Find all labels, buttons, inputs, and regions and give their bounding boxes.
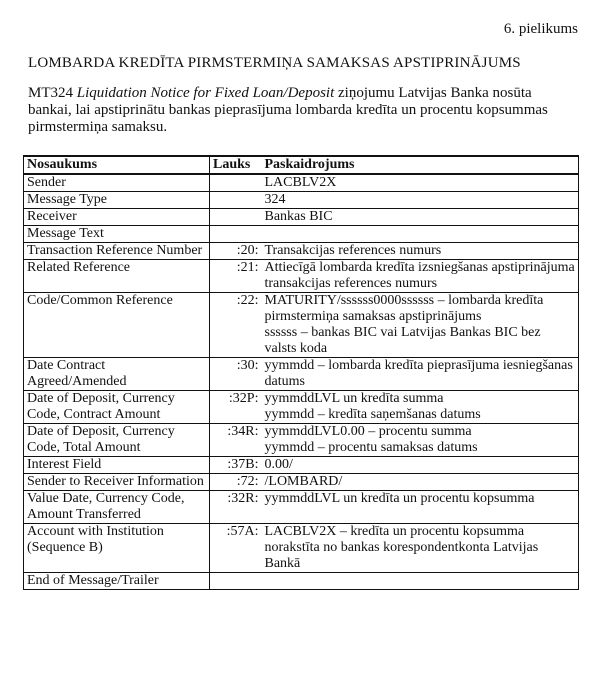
table-row — [24, 391, 579, 424]
row-description: LACBLV2X – kredīta un procentu kopsumma norakstīta no bankas korespondentkonta Latvijas Bankā — [262, 524, 579, 573]
row-name: Message Type — [24, 192, 210, 209]
table-row — [24, 260, 579, 293]
row-field — [210, 573, 262, 590]
row-description — [262, 573, 579, 590]
table-row — [24, 573, 579, 590]
row-field: :22: — [210, 293, 262, 358]
row-name: Transaction Reference Number — [24, 243, 210, 260]
row-name: Date of Deposit, Currency Code, Total Amount — [24, 424, 210, 457]
table-row — [24, 293, 579, 358]
row-field — [210, 226, 262, 243]
table-row — [24, 474, 579, 491]
row-field: :37B: — [210, 457, 262, 474]
table-row — [24, 192, 579, 209]
table-header-row — [24, 156, 579, 174]
intro-message-name: Liquidation Notice for Fixed Loan/Deposit — [76, 85, 335, 101]
annex-label: 6. pielikums — [503, 21, 578, 37]
row-field: :57A: — [210, 524, 262, 573]
row-field — [210, 192, 262, 209]
header-description: Paskaidrojums — [262, 156, 579, 174]
row-field: :32P: — [210, 391, 262, 424]
row-name: Date of Deposit, Currency Code, Contract Amount — [24, 391, 210, 424]
row-name: Value Date, Currency Code, Amount Transferred — [24, 491, 210, 524]
row-description: /LOMBARD/ — [262, 474, 579, 491]
intro-paragraph — [28, 85, 578, 136]
row-field — [210, 209, 262, 226]
row-field: :34R: — [210, 424, 262, 457]
header-field: Lauks — [210, 156, 262, 174]
row-field: :20: — [210, 243, 262, 260]
table-row — [24, 358, 579, 391]
row-field — [210, 174, 262, 192]
row-description — [262, 226, 579, 243]
row-description: yymmddLVL un kredīta un procentu kopsumma — [262, 491, 579, 524]
row-description: Attiecīgā lombarda kredīta izsniegšanas apstiprinājuma transakcijas references numurs — [262, 260, 579, 293]
row-name: Date Contract Agreed/Amended — [24, 358, 210, 391]
row-description: MATURITY/ssssss0000ssssss – lombarda kredīta pirmstermiņa samaksas apstiprinājums ssssss – bankas BIC vai Latvijas Bankas BIC bez valsts koda — [262, 293, 579, 358]
row-name: Interest Field — [24, 457, 210, 474]
row-name: Receiver — [24, 209, 210, 226]
row-description: Bankas BIC — [262, 209, 579, 226]
table-row — [24, 209, 579, 226]
table-row — [24, 491, 579, 524]
table-row — [24, 424, 579, 457]
intro-text: ziņojumu Latvijas Banka nosūta bankai, lai apstiprinātu bankas pieprasījuma lombarda kredīta un procentu kopsummas pirmstermiņa samaksu. — [28, 85, 548, 135]
row-description: LACBLV2X — [262, 174, 579, 192]
row-name: Sender to Receiver Information — [24, 474, 210, 491]
row-field: :30: — [210, 358, 262, 391]
table-row — [24, 174, 579, 192]
row-description: Transakcijas references numurs — [262, 243, 579, 260]
header-name: Nosaukums — [24, 156, 210, 174]
row-name: Code/Common Reference — [24, 293, 210, 358]
intro-prefix: MT324 — [28, 85, 77, 101]
row-name: Related Reference — [24, 260, 210, 293]
row-name: Account with Institution (Sequence B) — [24, 524, 210, 573]
table-row — [24, 457, 579, 474]
row-description: yymmddLVL un kredīta summa yymmdd – kredīta saņemšanas datums — [262, 391, 579, 424]
row-field: :32R: — [210, 491, 262, 524]
row-field: :72: — [210, 474, 262, 491]
table-row — [24, 524, 579, 573]
row-description: yymmddLVL0.00 – procentu summa yymmdd – procentu samaksas datums — [262, 424, 579, 457]
row-description: 324 — [262, 192, 579, 209]
row-name: Sender — [24, 174, 210, 192]
row-description: yymmdd – lombarda kredīta pieprasījuma iesniegšanas datums — [262, 358, 579, 391]
row-name: Message Text — [24, 226, 210, 243]
message-spec-table — [23, 155, 579, 590]
row-name: End of Message/Trailer — [24, 573, 210, 590]
row-description: 0.00/ — [262, 457, 579, 474]
row-field: :21: — [210, 260, 262, 293]
table-row — [24, 243, 579, 260]
document-title: LOMBARDA KREDĪTA PIRMSTERMIŅA SAMAKSAS APSTIPRINĀJUMS — [28, 55, 521, 71]
table-row — [24, 226, 579, 243]
